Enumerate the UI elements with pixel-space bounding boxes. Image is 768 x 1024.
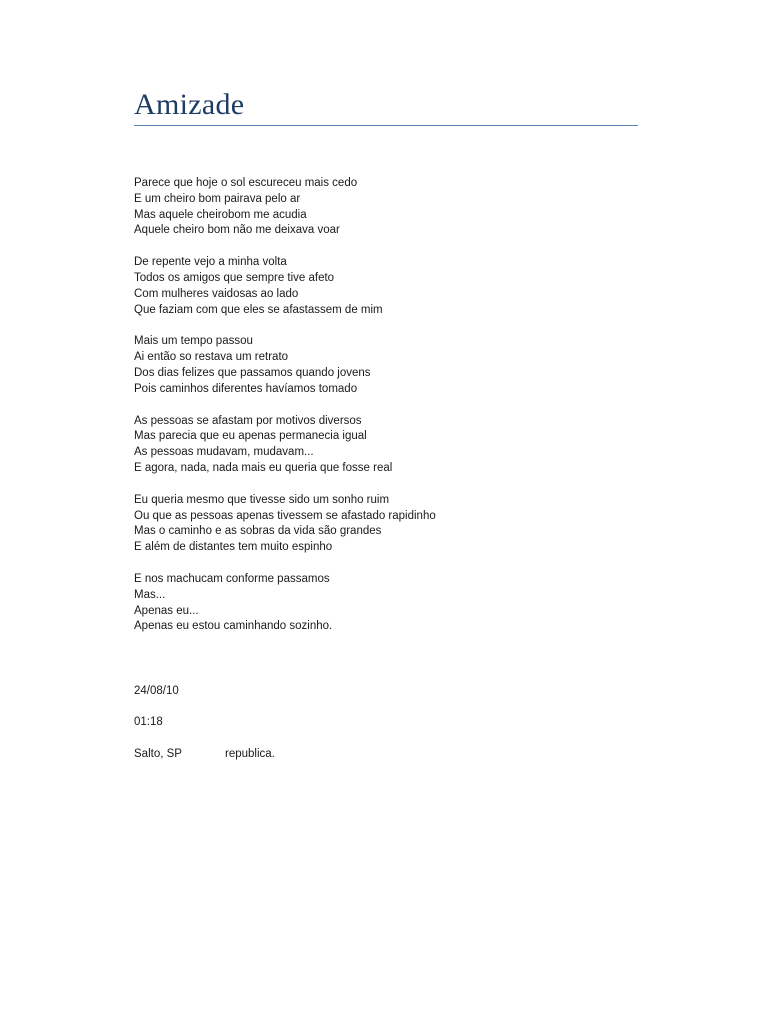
poem-line: Mas o caminho e as sobras da vida são grandes bbox=[134, 525, 382, 538]
poem-line: Apenas eu... bbox=[134, 604, 199, 617]
poem-line: Parece que hoje o sol escureceu mais cedo bbox=[134, 177, 358, 189]
poem-place: Salto, SP bbox=[134, 748, 182, 760]
poem-line: Aquele cheiro bom não me deixava voar bbox=[134, 224, 340, 237]
poem-date: 24/08/10 bbox=[134, 685, 179, 697]
stanza-1 bbox=[134, 176, 654, 239]
stanza-2 bbox=[134, 255, 654, 318]
stanza-6 bbox=[134, 572, 654, 635]
poem-line: Eu queria mesmo que tivesse sido um sonho ruim bbox=[134, 493, 390, 506]
poem-line: Ai então so restava um retrato bbox=[134, 351, 289, 364]
poem-line: Com mulheres vaidosas ao lado bbox=[134, 287, 299, 300]
poem-line: As pessoas mudavam, mudavam... bbox=[134, 446, 314, 459]
poem-line: Que faziam com que eles se afastassem de mim bbox=[134, 303, 383, 316]
stanza-5 bbox=[134, 493, 654, 556]
poem-line: De repente vejo a minha volta bbox=[134, 256, 287, 269]
poem-line: Ou que as pessoas apenas tivessem se afastado rapidinho bbox=[134, 509, 436, 522]
poem-line: Mas parecia que eu apenas permanecia igual bbox=[134, 430, 367, 443]
poem-line: E agora, nada, nada mais eu queria que fosse real bbox=[134, 461, 393, 474]
poem-line: E além de distantes tem muito espinho bbox=[134, 541, 333, 554]
poem-body bbox=[134, 176, 654, 651]
stanza-4 bbox=[134, 414, 654, 477]
poem-line: Mais um tempo passou bbox=[134, 335, 253, 348]
stanza-3 bbox=[134, 334, 654, 397]
poem-line: Dos dias felizes que passamos quando jovens bbox=[134, 366, 371, 379]
poem-line: E um cheiro bom pairava pelo ar bbox=[134, 192, 301, 205]
poem-time: 01:18 bbox=[134, 716, 163, 728]
poem-line: Pois caminhos diferentes havíamos tomado bbox=[134, 382, 358, 395]
title-underline bbox=[134, 125, 638, 126]
document-title: Amizade bbox=[134, 88, 245, 121]
poem-line: As pessoas se afastam por motivos diversos bbox=[134, 414, 362, 427]
poem-line: Mas aquele cheirobom me acudia bbox=[134, 208, 307, 221]
poem-line: Todos os amigos que sempre tive afeto bbox=[134, 271, 335, 284]
poem-location-note: republica. bbox=[225, 748, 275, 760]
poem-line: Apenas eu estou caminhando sozinho. bbox=[134, 620, 333, 633]
poem-line: Mas... bbox=[134, 588, 166, 601]
poem-line: E nos machucam conforme passamos bbox=[134, 572, 330, 585]
